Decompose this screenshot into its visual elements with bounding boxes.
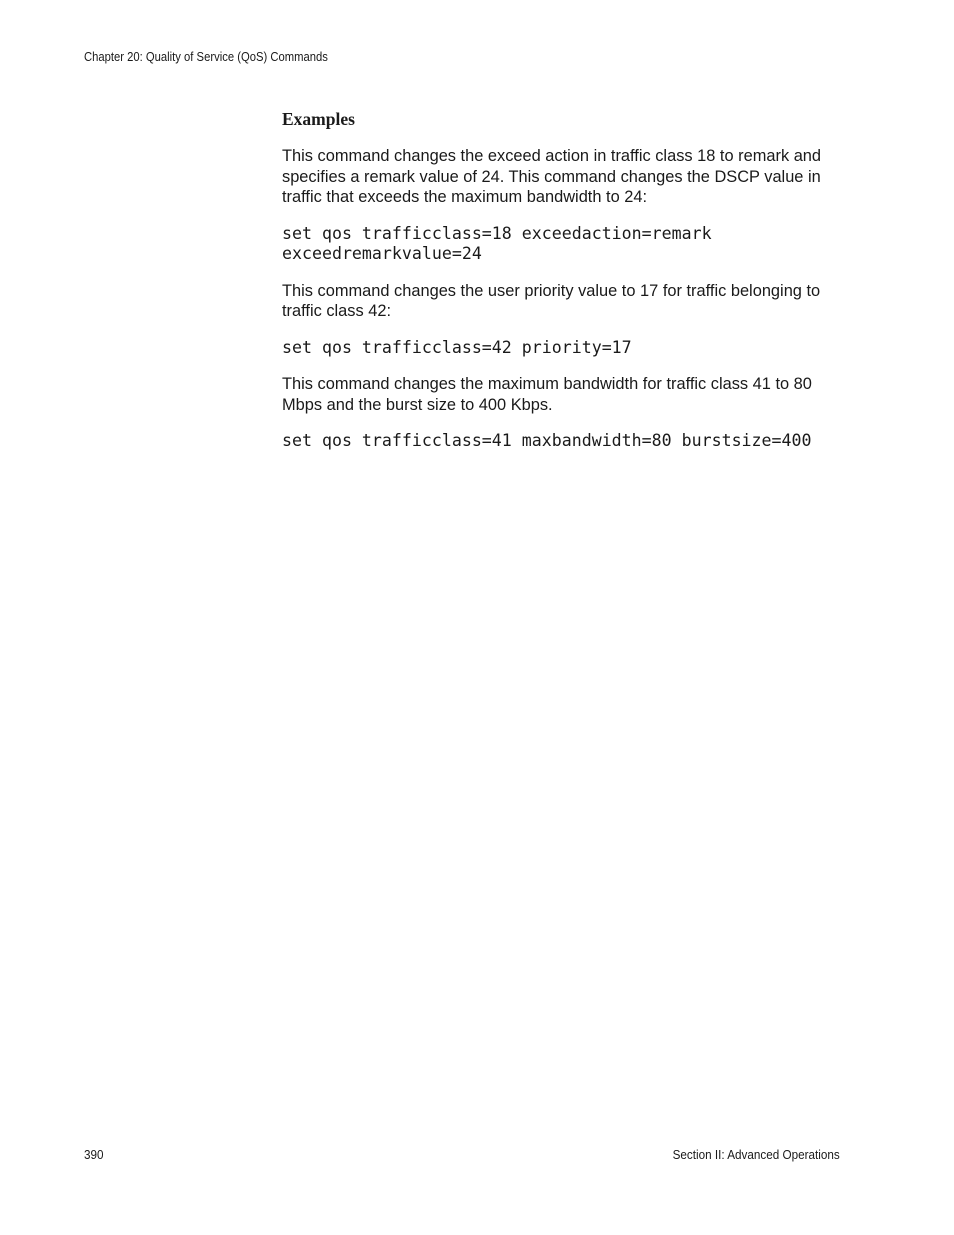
page-number: 390	[84, 1147, 104, 1162]
example-command-3: set qos trafficclass=41 maxbandwidth=80 burstsize=400	[282, 431, 812, 450]
example-command-2: set qos trafficclass=42 priority=17	[282, 337, 632, 357]
example-command-1	[282, 224, 852, 265]
example-command-1-line-1: set qos trafficclass=18 exceedaction=remark	[282, 223, 712, 243]
running-header: Chapter 20: Quality of Service (QoS) Commands	[84, 50, 328, 64]
footer-section-title: Section II: Advanced Operations	[672, 1147, 840, 1162]
page-content	[282, 108, 852, 468]
example-command-1-line-2: exceedremarkvalue=24	[282, 244, 482, 263]
example-description-2: This command changes the user priority value to 17 for traffic belonging to traffic class 42:	[282, 281, 821, 320]
section-heading: Examples	[282, 109, 355, 129]
example-description-1: This command changes the exceed action in traffic class 18 to remark and specifies a remark value of 24. This command changes the DSCP value in traffic that exceeds the maximum bandwidth to 24:	[282, 147, 822, 206]
example-description-3: This command changes the maximum bandwidth for traffic class 41 to 80 Mbps and the burst size to 400 Kbps.	[282, 375, 812, 414]
